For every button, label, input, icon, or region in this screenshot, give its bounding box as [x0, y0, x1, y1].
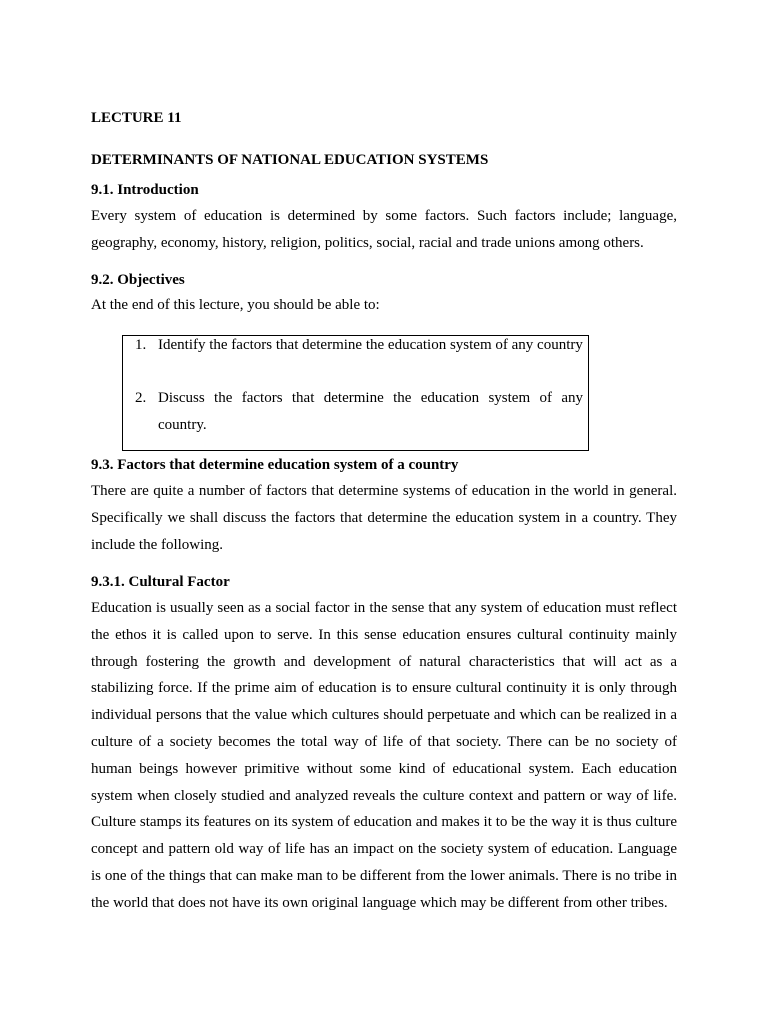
objective-number: 2.	[135, 390, 147, 406]
objectives-heading: 9.2. Objectives	[91, 272, 185, 288]
cultural-factor-heading: 9.3.1. Cultural Factor	[91, 574, 230, 590]
introduction-heading: 9.1. Introduction	[91, 182, 199, 198]
factors-heading: 9.3. Factors that determine education system of a country	[91, 457, 459, 473]
objective-text: Discuss the factors that determine the education system of any country.	[158, 390, 583, 433]
lecture-label: LECTURE 11	[91, 110, 182, 126]
objectives-intro: At the end of this lecture, you should be able to:	[91, 297, 380, 313]
introduction-paragraph: Every system of education is determined by some factors. Such factors include; language, geography, economy, history, religion, politics, social, racial and trade unions among others.	[91, 208, 677, 251]
cultural-factor-paragraph: Education is usually seen as a social factor in the sense that any system of education must reflect the ethos it is called upon to serve. In this sense education ensures cultural continuity mainly through fostering the growth and development of natural characteristics that will act as a stabilizing force. If the prime aim of education is to ensure cultural continuity it is only through individual persons that the value which cultures should perpetuate and which can be realized in a culture of a society becomes the total way of life of that society. There can be no society of human beings however primitive without some kind of educational system. Each education system when closely studied and analyzed reveals the culture context and pattern or way of life. Culture stamps its features on its system of education and makes it to be the way it is thus culture concept and pattern old way of life has an impact on the society system of education. Language is one of the things that can make man to be different from the lower animals. There is no tribe in the world that does not have its own original language which may be different from other tribes.	[91, 600, 677, 911]
objectives-box	[122, 335, 589, 451]
factors-paragraph: There are quite a number of factors that determine systems of education in the world in general. Specifically we shall discuss the factors that determine the education system in a country. They include the following.	[91, 483, 677, 553]
document-title: DETERMINANTS OF NATIONAL EDUCATION SYSTEMS	[91, 152, 489, 168]
objective-text: Identify the factors that determine the education system of any country	[158, 337, 583, 353]
objective-number: 1.	[135, 337, 147, 353]
